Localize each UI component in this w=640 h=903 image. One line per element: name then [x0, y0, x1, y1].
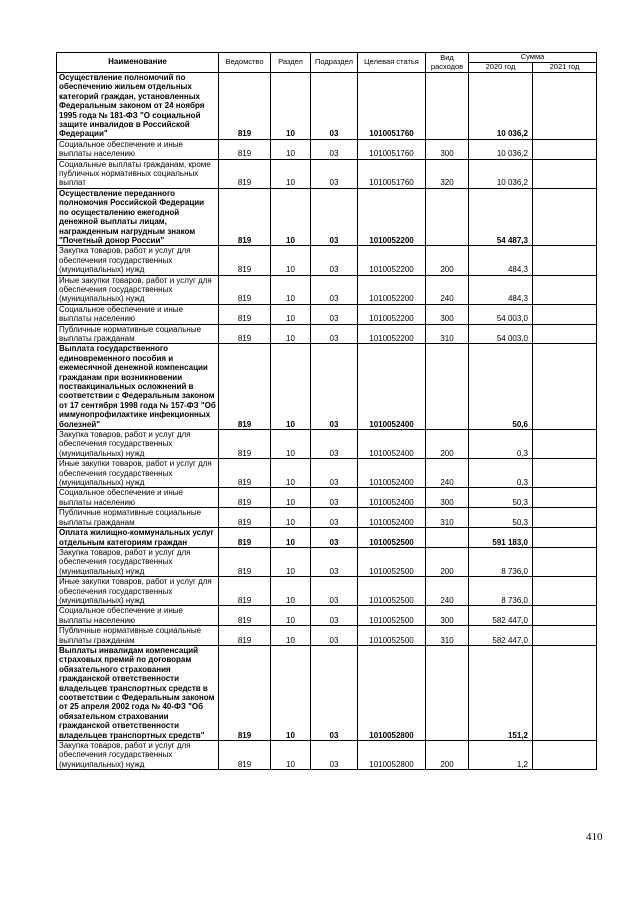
cell-subsection: 03 — [311, 304, 358, 324]
header-year-2020: 2020 год — [469, 63, 533, 73]
table-row — [57, 577, 597, 606]
cell-expense-type: 200 — [426, 246, 469, 275]
header-expense-type: Вид расходов — [426, 53, 469, 73]
cell-target: 1010052200 — [358, 304, 426, 324]
cell-2020: 151,2 — [469, 645, 533, 740]
cell-2020: 0,3 — [469, 430, 533, 459]
cell-department: 819 — [219, 547, 271, 576]
table-row — [57, 188, 597, 245]
cell-department: 819 — [219, 430, 271, 459]
cell-department: 819 — [219, 188, 271, 245]
cell-2020: 10 036,2 — [469, 139, 533, 159]
cell-section: 10 — [271, 645, 311, 740]
cell-department: 819 — [219, 626, 271, 646]
cell-2021 — [533, 645, 597, 740]
cell-department: 819 — [219, 73, 271, 140]
cell-target: 1010052400 — [358, 488, 426, 508]
cell-target: 1010052400 — [358, 459, 426, 488]
table-row — [57, 159, 597, 188]
cell-2021 — [533, 246, 597, 275]
cell-subsection: 03 — [311, 741, 358, 770]
cell-2021 — [533, 528, 597, 548]
cell-2021 — [533, 275, 597, 304]
cell-subsection: 03 — [311, 275, 358, 304]
cell-subsection: 03 — [311, 528, 358, 548]
cell-2021 — [533, 73, 597, 140]
cell-2021 — [533, 324, 597, 344]
cell-target: 1010052500 — [358, 626, 426, 646]
cell-2020: 484,3 — [469, 275, 533, 304]
cell-department: 819 — [219, 275, 271, 304]
cell-2020: 50,3 — [469, 488, 533, 508]
cell-target: 1010052400 — [358, 344, 426, 430]
cell-2021 — [533, 139, 597, 159]
header-year-2021: 2021 год — [533, 63, 597, 73]
header-subsection: Подраздел — [311, 53, 358, 73]
cell-name: Социальное обеспечение и иные выплаты населению — [57, 606, 219, 626]
budget-table-container — [56, 52, 596, 770]
cell-2020: 8 736,0 — [469, 577, 533, 606]
table-row — [57, 324, 597, 344]
cell-subsection: 03 — [311, 159, 358, 188]
cell-target: 1010052500 — [358, 547, 426, 576]
cell-expense-type: 200 — [426, 430, 469, 459]
cell-subsection: 03 — [311, 488, 358, 508]
cell-section: 10 — [271, 488, 311, 508]
cell-expense-type: 300 — [426, 304, 469, 324]
cell-section: 10 — [271, 139, 311, 159]
cell-2020: 591 183,0 — [469, 528, 533, 548]
cell-target: 1010052200 — [358, 188, 426, 245]
cell-2021 — [533, 741, 597, 770]
cell-department: 819 — [219, 488, 271, 508]
cell-target: 1010052200 — [358, 275, 426, 304]
page-number: 410 — [586, 831, 603, 843]
cell-department: 819 — [219, 741, 271, 770]
cell-2020: 50,6 — [469, 344, 533, 430]
cell-section: 10 — [271, 547, 311, 576]
cell-department: 819 — [219, 324, 271, 344]
cell-subsection: 03 — [311, 547, 358, 576]
cell-section: 10 — [271, 246, 311, 275]
cell-subsection: 03 — [311, 626, 358, 646]
cell-name: Осуществление полномочий по обеспечению жильем отдельных категорий граждан, установленных Федеральным законом от 24 ноября 1995 года № 181-ФЗ "О социальной защите инвалидов в Российской Федерации" — [57, 73, 219, 140]
table-row — [57, 488, 597, 508]
budget-table — [56, 52, 597, 770]
table-body — [57, 73, 597, 770]
table-row — [57, 626, 597, 646]
table-row — [57, 528, 597, 548]
cell-target: 1010052500 — [358, 577, 426, 606]
cell-department: 819 — [219, 344, 271, 430]
cell-name: Социальное обеспечение и иные выплаты населению — [57, 139, 219, 159]
cell-name: Закупка товаров, работ и услуг для обеспечения государственных (муниципальных) нужд — [57, 246, 219, 275]
cell-2021 — [533, 344, 597, 430]
cell-section: 10 — [271, 188, 311, 245]
cell-expense-type: 200 — [426, 547, 469, 576]
cell-department: 819 — [219, 139, 271, 159]
cell-name: Иные закупки товаров, работ и услуг для обеспечения государственных (муниципальных) нужд — [57, 577, 219, 606]
cell-section: 10 — [271, 324, 311, 344]
cell-department: 819 — [219, 645, 271, 740]
cell-2021 — [533, 626, 597, 646]
cell-2021 — [533, 430, 597, 459]
cell-expense-type: 310 — [426, 626, 469, 646]
cell-section: 10 — [271, 73, 311, 140]
cell-subsection: 03 — [311, 324, 358, 344]
cell-name: Выплаты инвалидам компенсаций страховых премий по договорам обязательного страхования гражданской ответственности владельцев транспортных средств в соответствии с Федеральным законом от 25 апреля 2002 года № 40-ФЗ "Об обязательном страховании гражданской ответственности владельцев транспортных средств" — [57, 645, 219, 740]
cell-target: 1010052400 — [358, 508, 426, 528]
cell-subsection: 03 — [311, 645, 358, 740]
cell-2020: 54 487,3 — [469, 188, 533, 245]
cell-expense-type — [426, 344, 469, 430]
cell-department: 819 — [219, 304, 271, 324]
cell-subsection: 03 — [311, 606, 358, 626]
cell-name: Иные закупки товаров, работ и услуг для обеспечения государственных (муниципальных) нужд — [57, 459, 219, 488]
cell-section: 10 — [271, 275, 311, 304]
cell-expense-type: 310 — [426, 508, 469, 528]
cell-section: 10 — [271, 741, 311, 770]
cell-name: Публичные нормативные социальные выплаты гражданам — [57, 508, 219, 528]
cell-target: 1010052400 — [358, 430, 426, 459]
cell-2021 — [533, 606, 597, 626]
table-row — [57, 246, 597, 275]
cell-target: 1010052500 — [358, 528, 426, 548]
cell-subsection: 03 — [311, 246, 358, 275]
cell-target: 1010052500 — [358, 606, 426, 626]
cell-subsection: 03 — [311, 508, 358, 528]
cell-2021 — [533, 577, 597, 606]
cell-name: Социальное обеспечение и иные выплаты населению — [57, 488, 219, 508]
cell-2020: 10 036,2 — [469, 159, 533, 188]
cell-expense-type — [426, 528, 469, 548]
table-header — [57, 53, 597, 73]
table-row — [57, 606, 597, 626]
table-row — [57, 430, 597, 459]
cell-subsection: 03 — [311, 344, 358, 430]
cell-2020: 582 447,0 — [469, 626, 533, 646]
table-row — [57, 344, 597, 430]
table-row — [57, 139, 597, 159]
cell-expense-type: 200 — [426, 741, 469, 770]
cell-2021 — [533, 304, 597, 324]
cell-expense-type: 240 — [426, 577, 469, 606]
cell-2020: 8 736,0 — [469, 547, 533, 576]
cell-expense-type: 320 — [426, 159, 469, 188]
cell-section: 10 — [271, 626, 311, 646]
cell-2020: 1,2 — [469, 741, 533, 770]
cell-subsection: 03 — [311, 139, 358, 159]
cell-2020: 54 003,0 — [469, 304, 533, 324]
header-department: Ведомство — [219, 53, 271, 73]
cell-expense-type: 240 — [426, 459, 469, 488]
cell-target: 1010052200 — [358, 246, 426, 275]
table-row — [57, 275, 597, 304]
cell-section: 10 — [271, 606, 311, 626]
cell-name: Иные закупки товаров, работ и услуг для обеспечения государственных (муниципальных) нужд — [57, 275, 219, 304]
cell-subsection: 03 — [311, 188, 358, 245]
table-row — [57, 508, 597, 528]
cell-name: Публичные нормативные социальные выплаты гражданам — [57, 324, 219, 344]
cell-name: Осуществление переданного полномочия Российской Федерации по осуществлению ежегодной денежной выплаты лицам, награжденным нагрудным знаком "Почетный донор России" — [57, 188, 219, 245]
cell-subsection: 03 — [311, 73, 358, 140]
cell-name: Закупка товаров, работ и услуг для обеспечения государственных (муниципальных) нужд — [57, 741, 219, 770]
cell-2021 — [533, 488, 597, 508]
cell-department: 819 — [219, 159, 271, 188]
cell-section: 10 — [271, 304, 311, 324]
cell-department: 819 — [219, 528, 271, 548]
table-row — [57, 304, 597, 324]
cell-2021 — [533, 547, 597, 576]
cell-name: Закупка товаров, работ и услуг для обеспечения государственных (муниципальных) нужд — [57, 547, 219, 576]
table-row — [57, 73, 597, 140]
cell-target: 1010051760 — [358, 159, 426, 188]
table-row — [57, 741, 597, 770]
table-row — [57, 645, 597, 740]
cell-department: 819 — [219, 606, 271, 626]
header-name: Наименование — [57, 53, 219, 73]
cell-expense-type — [426, 188, 469, 245]
cell-2021 — [533, 459, 597, 488]
cell-name: Публичные нормативные социальные выплаты гражданам — [57, 626, 219, 646]
cell-2020: 50,3 — [469, 508, 533, 528]
header-section: Раздел — [271, 53, 311, 73]
cell-expense-type: 300 — [426, 606, 469, 626]
header-sum: Сумма — [469, 53, 597, 63]
cell-2021 — [533, 508, 597, 528]
cell-expense-type: 300 — [426, 488, 469, 508]
cell-target: 1010052200 — [358, 324, 426, 344]
cell-department: 819 — [219, 508, 271, 528]
cell-section: 10 — [271, 344, 311, 430]
cell-2020: 484,3 — [469, 246, 533, 275]
cell-expense-type: 300 — [426, 139, 469, 159]
cell-target: 1010052800 — [358, 741, 426, 770]
cell-target: 1010052800 — [358, 645, 426, 740]
cell-2020: 0,3 — [469, 459, 533, 488]
cell-subsection: 03 — [311, 430, 358, 459]
cell-section: 10 — [271, 577, 311, 606]
cell-2021 — [533, 188, 597, 245]
cell-expense-type: 240 — [426, 275, 469, 304]
cell-section: 10 — [271, 459, 311, 488]
cell-department: 819 — [219, 459, 271, 488]
cell-section: 10 — [271, 430, 311, 459]
cell-2020: 10 036,2 — [469, 73, 533, 140]
cell-name: Выплата государственного единовременного пособия и ежемесячной денежной компенсации гражданам при возникновении поствакцинальных осложнений в соответствии с Федеральным законом от 17 сентября 1998 года № 157-ФЗ "Об иммунопрофилактике инфекционных болезней" — [57, 344, 219, 430]
cell-department: 819 — [219, 577, 271, 606]
cell-2020: 582 447,0 — [469, 606, 533, 626]
cell-name: Закупка товаров, работ и услуг для обеспечения государственных (муниципальных) нужд — [57, 430, 219, 459]
cell-section: 10 — [271, 508, 311, 528]
cell-name: Социальное обеспечение и иные выплаты населению — [57, 304, 219, 324]
cell-2021 — [533, 159, 597, 188]
cell-section: 10 — [271, 159, 311, 188]
cell-subsection: 03 — [311, 577, 358, 606]
cell-subsection: 03 — [311, 459, 358, 488]
cell-target: 1010051760 — [358, 139, 426, 159]
header-target: Целевая статья — [358, 53, 426, 73]
cell-name: Оплата жилищно-коммунальных услуг отдельным категориям граждан — [57, 528, 219, 548]
cell-expense-type: 310 — [426, 324, 469, 344]
cell-expense-type — [426, 645, 469, 740]
cell-target: 1010051760 — [358, 73, 426, 140]
cell-2020: 54 003,0 — [469, 324, 533, 344]
cell-department: 819 — [219, 246, 271, 275]
cell-expense-type — [426, 73, 469, 140]
table-row — [57, 547, 597, 576]
table-row — [57, 459, 597, 488]
cell-name: Социальные выплаты гражданам, кроме публичных нормативных социальных выплат — [57, 159, 219, 188]
cell-section: 10 — [271, 528, 311, 548]
